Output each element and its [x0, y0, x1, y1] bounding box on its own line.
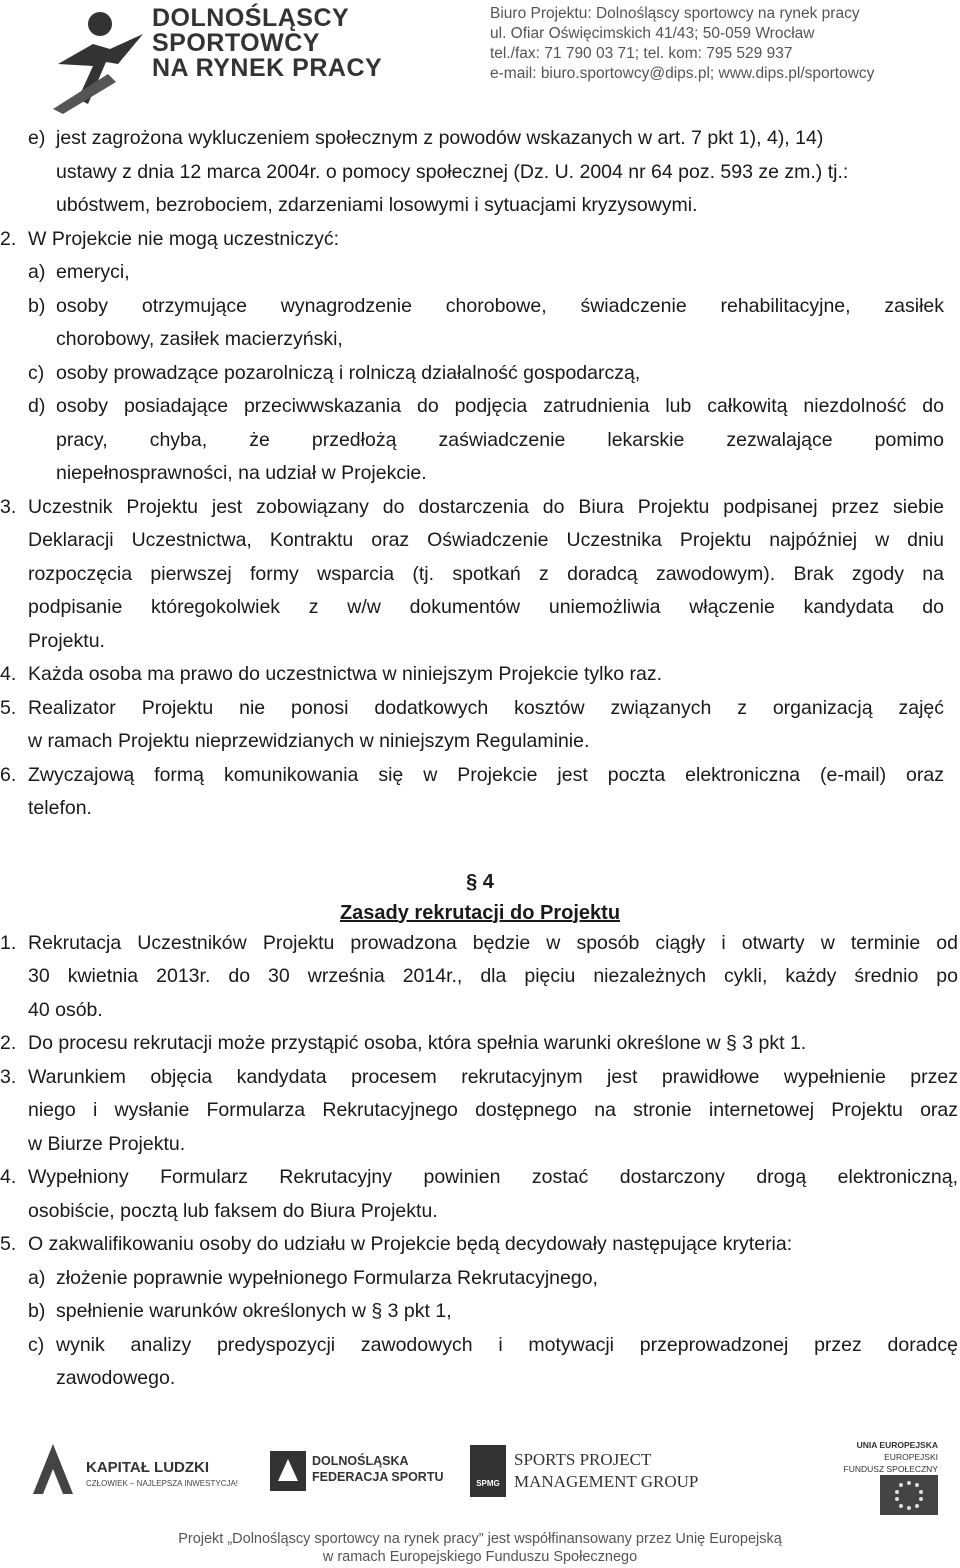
eu-logo: UNIA EUROPEJSKA EUROPEJSKI FUNDUSZ SPOŁECZNY [778, 1439, 938, 1509]
list-item: b) spełnienie warunków określonych w § 3 pkt 1, [28, 1300, 452, 1322]
list-item: 6. Zwyczajową formą komunikowania się w Projekcie jest poczta elektroniczna (e-mail) oraz [0, 763, 944, 786]
spmg-logo: SPMG SPORTS PROJECT MANAGEMENT GROUP [470, 1445, 710, 1505]
eu-flag-icon [880, 1475, 938, 1515]
project-logo-text: DOLNOŚLĄSCY SPORTOWCY NA RYNEK PRACY [152, 4, 383, 82]
list-item: 5. Realizator Projektu nie ponosi dodatkowych kosztów związanych z organizacją zajęć [0, 696, 944, 719]
list-item: 4. Każda osoba ma prawo do uczestnictwa w niniejszym Projekcie tylko raz. [0, 663, 663, 685]
list-item: 4. Wypełniony Formularz Rekrutacyjny powinien zostać dostarczony drogą elektroniczną, [0, 1166, 958, 1188]
list-item: d) osoby posiadające przeciwwskazania do podjęcia zatrudnienia lub całkowitą niezdolność do [28, 395, 944, 417]
section-title: Zasady rekrutacji do Projektu [339, 901, 621, 924]
list-item: e) jest zagrożona wykluczeniem społecznym z powodów wskazanych w art. 7 pkt 1), 4), 14) [28, 127, 824, 149]
page-header [0, 0, 960, 115]
regulation-text: e) jest zagrożona wykluczeniem społecznym z powodów wskazanych w art. 7 pkt 1), 4), 14) ustawy z dnia 12 marca 2004r. o pomocy społecznej (Dz. U. 2004 nr 64 poz. 593 ze zm.) tj.: ubóstwem, bezrobociem, zdarzeniami losowymi i sytuacjami kryzysowymi. 2. W Projekcie nie mogą uczestniczyć: a) emeryci, b) osoby otrzymujące wynagrodzenie chorobowe, świadczenie rehabilitacyjne, zasiłek chorobowy, zasiłek macierzyński, c) osoby prowadzące pozarolniczą i rolniczą działalność gospodarczą, d) osoby posiadające przeciwwskazania do podjęcia zatrudnienia lub całkowitą niezdolność do pracy, chyba, że przedłożą zaświadczenie lekarskie zezwalające pomimo niepełnosprawności, na udział w Projekcie. 3. Uczestnik Projektu jest zobowiązany do dostarczenia do Biura Projektu podpisanej przez siebie Deklaracji Uczestnictwa, Kontraktu oraz Oświadczenie Uczestnika Projektu najpóźniej w dniu rozpoczęcia pierwszej formy wsparcia (tj. spotkań z doradcą zawodowym). Brak zgody na podpisanie któregokolwiek z w/w dokumentów uniemożliwia włączenie kandydata do Projektu. 4. Każda osoba ma prawo do uczestnictwa w niniejszym Projekcie tylko raz. 5. Realizator Projektu nie ponosi dodatkowych kosztów związanych z organizacją zajęć w ramach Projektu nieprzewidzianych w niniejszym Regulaminie. 6. Zwyczajową formą komunikowania się w Projekcie jest poczta elektroniczna (e-mail) oraz telefon. § 4 Zasady rekrutacji do Projektu 1. Rekrutacja Uczestników Projektu prowadzona będzie w sposób ciągły i otwarty w terminie od 30 kwietnia 2013r. do 30 września 2014r., dla pięciu niezależnych cykli, każdy średnio po 40 osób. 2. Do procesu rekrutacji może przystąpić osoba, która spełnia warunki określone w § 3 pkt 1. 3. Warunkiem objęcia kandydata procesem rekrutacyjnym jest prawidłowe wypełnienie przez niego i wysłanie Formularza Rekrutacyjnego dostępnego na stronie internetowej Projektu oraz w Biurze Projektu. 4. Wypełniony Formularz Rekrutacyjny powinien zostać dostarczony drogą elektroniczną, osobiście, pocztą lub faksem do Biura Projektu. 5. O zakwalifikowaniu osoby do udziału w Projekcie będą decydowały następujące kryteria: a) złożenie poprawnie wypełnionego Formularza Rekrutacyjnego, b) spełnienie warunków określonych w § 3 pkt 1, c) wynik analizy predyspozycji zawodowych i motywacji przeprowadzonej przez doradcę zawodowego. [0, 122, 960, 1396]
list-item: a) złożenie poprawnie wypełnionego Formularza Rekrutacyjnego, [28, 1266, 598, 1289]
list-item: b) osoby otrzymujące wynagrodzenie chorobowe, świadczenie rehabilitacyjne, zasiłek [28, 294, 944, 317]
kapital-ludzki-icon [28, 1439, 78, 1499]
dolnoslaska-federacja-sportu-logo: DOLNOŚLĄSKA FEDERACJA SPORTU [270, 1447, 440, 1497]
list-item: c) wynik analizy predyspozycji zawodowych i motywacji przeprowadzonej przez doradcę [28, 1333, 958, 1356]
kapital-ludzki-logo: KAPITAŁ LUDZKI CZŁOWIEK – NAJLEPSZA INWESTYCJA! [28, 1439, 198, 1499]
list-item: 2. W Projekcie nie mogą uczestniczyć: [0, 227, 340, 250]
office-contact: Biuro Projektu: Dolnośląscy sportowcy na rynek pracy ul. Ofiar Oświęcimskich 41/43; 50-059 Wrocław tel./fax: 71 790 03 71; tel. kom: 795 529 937 e-mail: biuro.sportowcy@dips.pl; www.dips.pl/sportowcy [490, 5, 875, 82]
dfs-icon [270, 1451, 306, 1491]
list-item: 5. O zakwalifikowaniu osoby do udziału w Projekcie będą decydowały następujące kryteria: [0, 1233, 793, 1255]
project-logo-icon [48, 4, 152, 114]
list-item: 2. Do procesu rekrutacji może przystąpić osoba, która spełnia warunki określone w § 3 pkt 1. [0, 1032, 807, 1054]
list-item: 3. Warunkiem objęcia kandydata procesem rekrutacyjnym jest prawidłowe wypełnienie przez [0, 1065, 958, 1088]
list-item: a) emeryci, [28, 261, 130, 283]
footer-text: Projekt „Dolnośląscy sportowcy na rynek pracy” jest współfinansowany przez Unię Europejską w ramach Europejskiego Funduszu Społecznego [178, 1531, 782, 1565]
list-item: 1. Rekrutacja Uczestników Projektu prowadzona będzie w sposób ciągły i otwarty w terminie od [0, 931, 958, 954]
list-item: 3. Uczestnik Projektu jest zobowiązany do dostarczenia do Biura Projektu podpisanej przez siebie [0, 495, 944, 518]
list-item: c) osoby prowadzące pozarolniczą i rolniczą działalność gospodarczą, [28, 361, 641, 384]
spmg-icon: SPMG [470, 1445, 506, 1497]
footer-logos [0, 1425, 960, 1505]
section-number: § 4 [466, 870, 494, 893]
